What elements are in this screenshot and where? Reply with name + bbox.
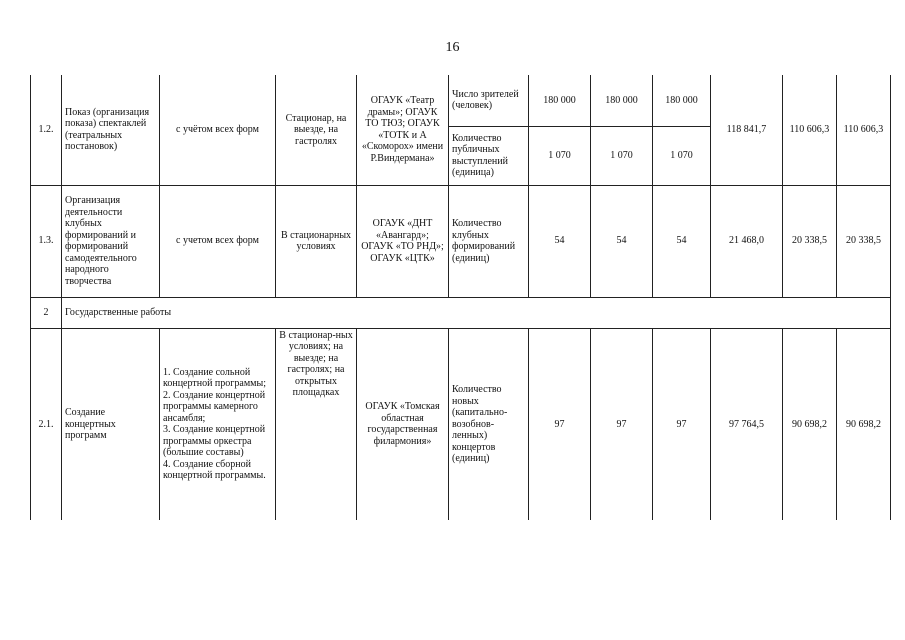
funding-year-3: 20 338,5 (837, 185, 891, 297)
value-year-2: 97 (591, 328, 653, 520)
value-year-3: 180 000 (653, 75, 711, 126)
service-name: Показ (организация показа) спектаклей (театральных постановок) (62, 75, 160, 185)
table-row (31, 328, 891, 520)
work-conditions: В стационар-ных условиях; на выезде; на гастролях; на открытых площадках (276, 328, 357, 520)
work-content-item: 4. Создание сборной концертной программы. (163, 458, 266, 482)
indicator-clubs: Количество клубных формирований (единиц) (449, 185, 529, 297)
work-content-item: 3. Создание концертной программы оркестра (большие составы) (163, 424, 266, 459)
value-year-2: 180 000 (591, 75, 653, 126)
value-year-2: 1 070 (591, 126, 653, 185)
section-row (31, 297, 891, 328)
value-year-1: 1 070 (529, 126, 591, 185)
institutions: ОГАУК «ДНТ «Авангард»; ОГАУК «ТО РНД»; ОГАУК «ЦТК» (357, 185, 449, 297)
table-row (31, 185, 891, 297)
institutions: ОГАУК «Театр драмы»; ОГАУК ТО ТЮЗ; ОГАУК «ТОТК и А «Скоморох» имени Р.Виндермана» (357, 75, 449, 185)
value-year-1: 180 000 (529, 75, 591, 126)
section-number: 2 (31, 297, 62, 328)
value-year-1: 97 (529, 328, 591, 520)
work-name: Создание концертных программ (62, 328, 160, 520)
page-number: 16 (445, 40, 460, 55)
value-year-2: 54 (591, 185, 653, 297)
funding-year-1: 21 468,0 (711, 185, 783, 297)
indicator-performances: Количество публичных выступлений (единица) (449, 126, 529, 185)
indicator-concerts: Количество новых (капитально-возобнов-ленных) концертов (единиц) (449, 328, 529, 520)
service-content: с учетом всех форм (160, 185, 276, 297)
funding-year-2: 90 698,2 (783, 328, 837, 520)
state-task-table (30, 75, 891, 520)
funding-year-3: 110 606,3 (837, 75, 891, 185)
indicator-spectators: Число зрителей (человек) (449, 75, 529, 126)
institutions: ОГАУК «Томская областная государственная филармония» (357, 328, 449, 520)
row-number: 1.3. (31, 185, 62, 297)
value-year-3: 54 (653, 185, 711, 297)
value-year-1: 54 (529, 185, 591, 297)
funding-year-2: 110 606,3 (783, 75, 837, 185)
funding-year-3: 90 698,2 (837, 328, 891, 520)
table-row (31, 75, 891, 126)
row-number: 1.2. (31, 75, 62, 185)
value-year-3: 1 070 (653, 126, 711, 185)
service-name: Организация деятельности клубных формирований и формирований самодеятельного народного творчества (62, 185, 160, 297)
funding-year-1: 118 841,7 (711, 75, 783, 185)
work-content (160, 328, 276, 520)
work-content-item: 2. Создание концертной программы камерного ансамбля; (163, 389, 266, 424)
section-title: Государственные работы (62, 297, 891, 328)
service-conditions: Стационар, на выезде, на гастролях (276, 75, 357, 185)
value-year-3: 97 (653, 328, 711, 520)
funding-year-1: 97 764,5 (711, 328, 783, 520)
row-number: 2.1. (31, 328, 62, 520)
service-content: с учётом всех форм (160, 75, 276, 185)
funding-year-2: 20 338,5 (783, 185, 837, 297)
service-conditions: В стационарных условиях (276, 185, 357, 297)
work-content-item: 1. Создание сольной концертной программы; (163, 366, 266, 390)
